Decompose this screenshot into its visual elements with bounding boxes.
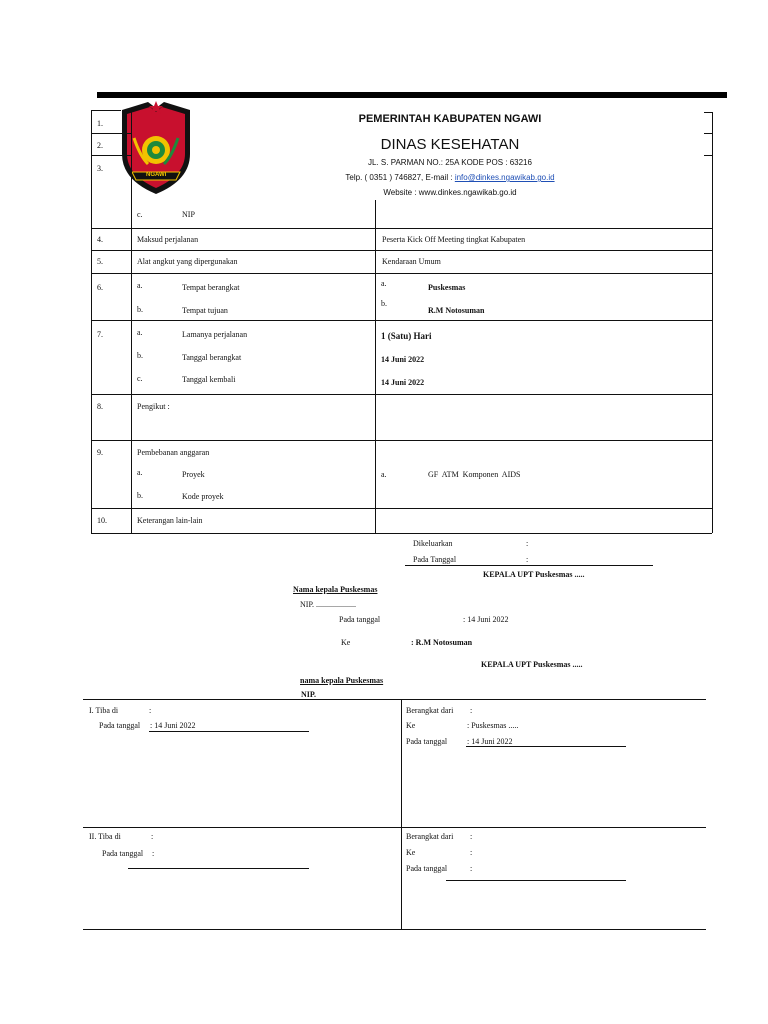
- nip-label: NIP: [182, 210, 195, 219]
- row-number: 1.: [97, 119, 103, 128]
- purpose-label: Maksud perjalanan: [137, 235, 199, 244]
- return-date-label: Tanggal kembali: [182, 375, 236, 384]
- duration-value: 1 (Satu) Hari: [381, 331, 432, 341]
- section-divider: [401, 699, 402, 930]
- purpose-value: Peserta Kick Off Meeting tingkat Kabupaten: [382, 235, 526, 244]
- row-letter: b.: [137, 351, 143, 360]
- depart-from-label: Berangkat dari: [406, 706, 454, 715]
- colon: :: [526, 539, 529, 548]
- destination-label: Tempat tujuan: [182, 306, 228, 315]
- row-letter: b.: [137, 491, 143, 500]
- return-date-value: 14 Juni 2022: [381, 378, 425, 387]
- to-value: : Puskesmas .....: [467, 721, 519, 730]
- date-label: Pada tanggal: [406, 864, 448, 873]
- colon: :: [152, 849, 155, 858]
- row-letter: a.: [381, 279, 387, 288]
- colon: :: [149, 706, 152, 715]
- date-label: Pada tanggal: [99, 721, 141, 730]
- to-label: Ke: [406, 721, 416, 730]
- departure-place-value: Puskesmas: [428, 283, 466, 292]
- project-label: Proyek: [182, 470, 205, 479]
- date-value: : 14 Juni 2022: [463, 615, 509, 624]
- government-title: PEMERINTAH KABUPATEN NGAWI: [358, 113, 542, 125]
- colon: :: [526, 555, 529, 564]
- colon: :: [470, 864, 473, 873]
- fill-line: [149, 731, 309, 732]
- table-border-right: [712, 112, 713, 533]
- row-number: 9.: [97, 448, 103, 457]
- row-number: 2.: [97, 141, 103, 150]
- arrive-label: I. Tiba di: [89, 706, 119, 715]
- colon: :: [151, 832, 154, 841]
- row-number: 7.: [97, 330, 103, 339]
- date-label: Pada tanggal: [406, 737, 448, 746]
- row-number: 5.: [97, 257, 103, 266]
- ngawi-regency-crest-icon: [118, 100, 194, 196]
- to-label: Ke: [341, 638, 351, 647]
- row-number: 3.: [97, 164, 103, 173]
- row-number: 6.: [97, 283, 103, 292]
- arrive-label: II. Tiba di: [89, 832, 121, 841]
- date-value: : 14 Juni 2022: [467, 737, 513, 746]
- colon: :: [470, 706, 473, 715]
- colon: :: [470, 848, 473, 857]
- date-value: : 14 Juni 2022: [150, 721, 196, 730]
- address-line: JL. S. PARMAN NO.: 25A KODE POS : 63216: [368, 158, 532, 167]
- phone-text: Telp. ( 0351 ) 746827, E-mail :: [345, 173, 455, 182]
- notes-label: Keterangan lain-lain: [137, 516, 203, 525]
- row-letter: a.: [381, 470, 387, 479]
- budget-label: Pembebanan anggaran: [137, 448, 210, 457]
- project-code-label: Kode proyek: [182, 492, 224, 501]
- issued-date-label: Pada Tanggal: [413, 555, 457, 564]
- contact-line: [300, 173, 600, 182]
- table-top-line: [91, 110, 121, 111]
- fill-line: [446, 880, 626, 881]
- head-nip-2: NIP.: [301, 690, 317, 699]
- row-letter: b.: [137, 305, 143, 314]
- head-title: KEPALA UPT Puskesmas .....: [483, 570, 585, 579]
- row-number: 4.: [97, 235, 103, 244]
- table-border-left: [91, 110, 92, 533]
- to-value: : R.M Notosuman: [411, 638, 473, 647]
- website-line: Website : www.dinkes.ngawikab.go.id: [383, 188, 517, 197]
- section-middle-line: [83, 827, 706, 828]
- section-bottom-line: [83, 929, 706, 930]
- email-link[interactable]: info@dinkes.ngawikab.go.id: [454, 173, 555, 182]
- head-nip: NIP. ....................: [300, 600, 357, 609]
- fill-line: [128, 868, 309, 869]
- issued-at-label: Dikeluarkan: [413, 539, 453, 548]
- signature-line: [405, 565, 653, 566]
- table-col-divider-1: [131, 110, 132, 533]
- date-label: Pada tanggal: [339, 615, 381, 624]
- header-top-bar: [97, 92, 727, 98]
- agency-title: DINAS KESEHATAN: [380, 136, 520, 153]
- row-letter: a.: [137, 468, 143, 477]
- section-top-line: [83, 699, 706, 700]
- fill-line: [466, 746, 626, 747]
- transport-label: Alat angkut yang dipergunakan: [137, 257, 238, 266]
- table-bottom-line: [91, 533, 712, 534]
- row-letter: b.: [381, 299, 387, 308]
- date-label: Pada tanggal: [102, 849, 144, 858]
- duration-label: Lamanya perjalanan: [182, 330, 248, 339]
- head-name: Nama kepala Puskesmas: [293, 585, 378, 594]
- row-number: 10.: [97, 516, 107, 525]
- to-label: Ke: [406, 848, 416, 857]
- head-title-2: KEPALA UPT Puskesmas .....: [481, 660, 583, 669]
- depart-from-label: Berangkat dari: [406, 832, 454, 841]
- row-letter: c.: [137, 210, 143, 219]
- departure-place-label: Tempat berangkat: [182, 283, 240, 292]
- depart-date-label: Tanggal berangkat: [182, 353, 242, 362]
- row-letter: a.: [137, 328, 143, 337]
- head-name-2: nama kepala Puskesmas: [300, 676, 384, 685]
- companions-label: Pengikut :: [137, 402, 170, 411]
- row-number: 8.: [97, 402, 103, 411]
- row-letter: c.: [137, 374, 143, 383]
- crest-ribbon-text: NGAWI: [146, 172, 167, 178]
- depart-date-value: 14 Juni 2022: [381, 355, 425, 364]
- row-letter: a.: [137, 281, 143, 290]
- destination-value: R.M Notosuman: [428, 306, 485, 315]
- colon: :: [470, 832, 473, 841]
- transport-value: Kendaraan Umum: [382, 257, 441, 266]
- project-value: GF ATM Komponen AIDS: [428, 470, 521, 479]
